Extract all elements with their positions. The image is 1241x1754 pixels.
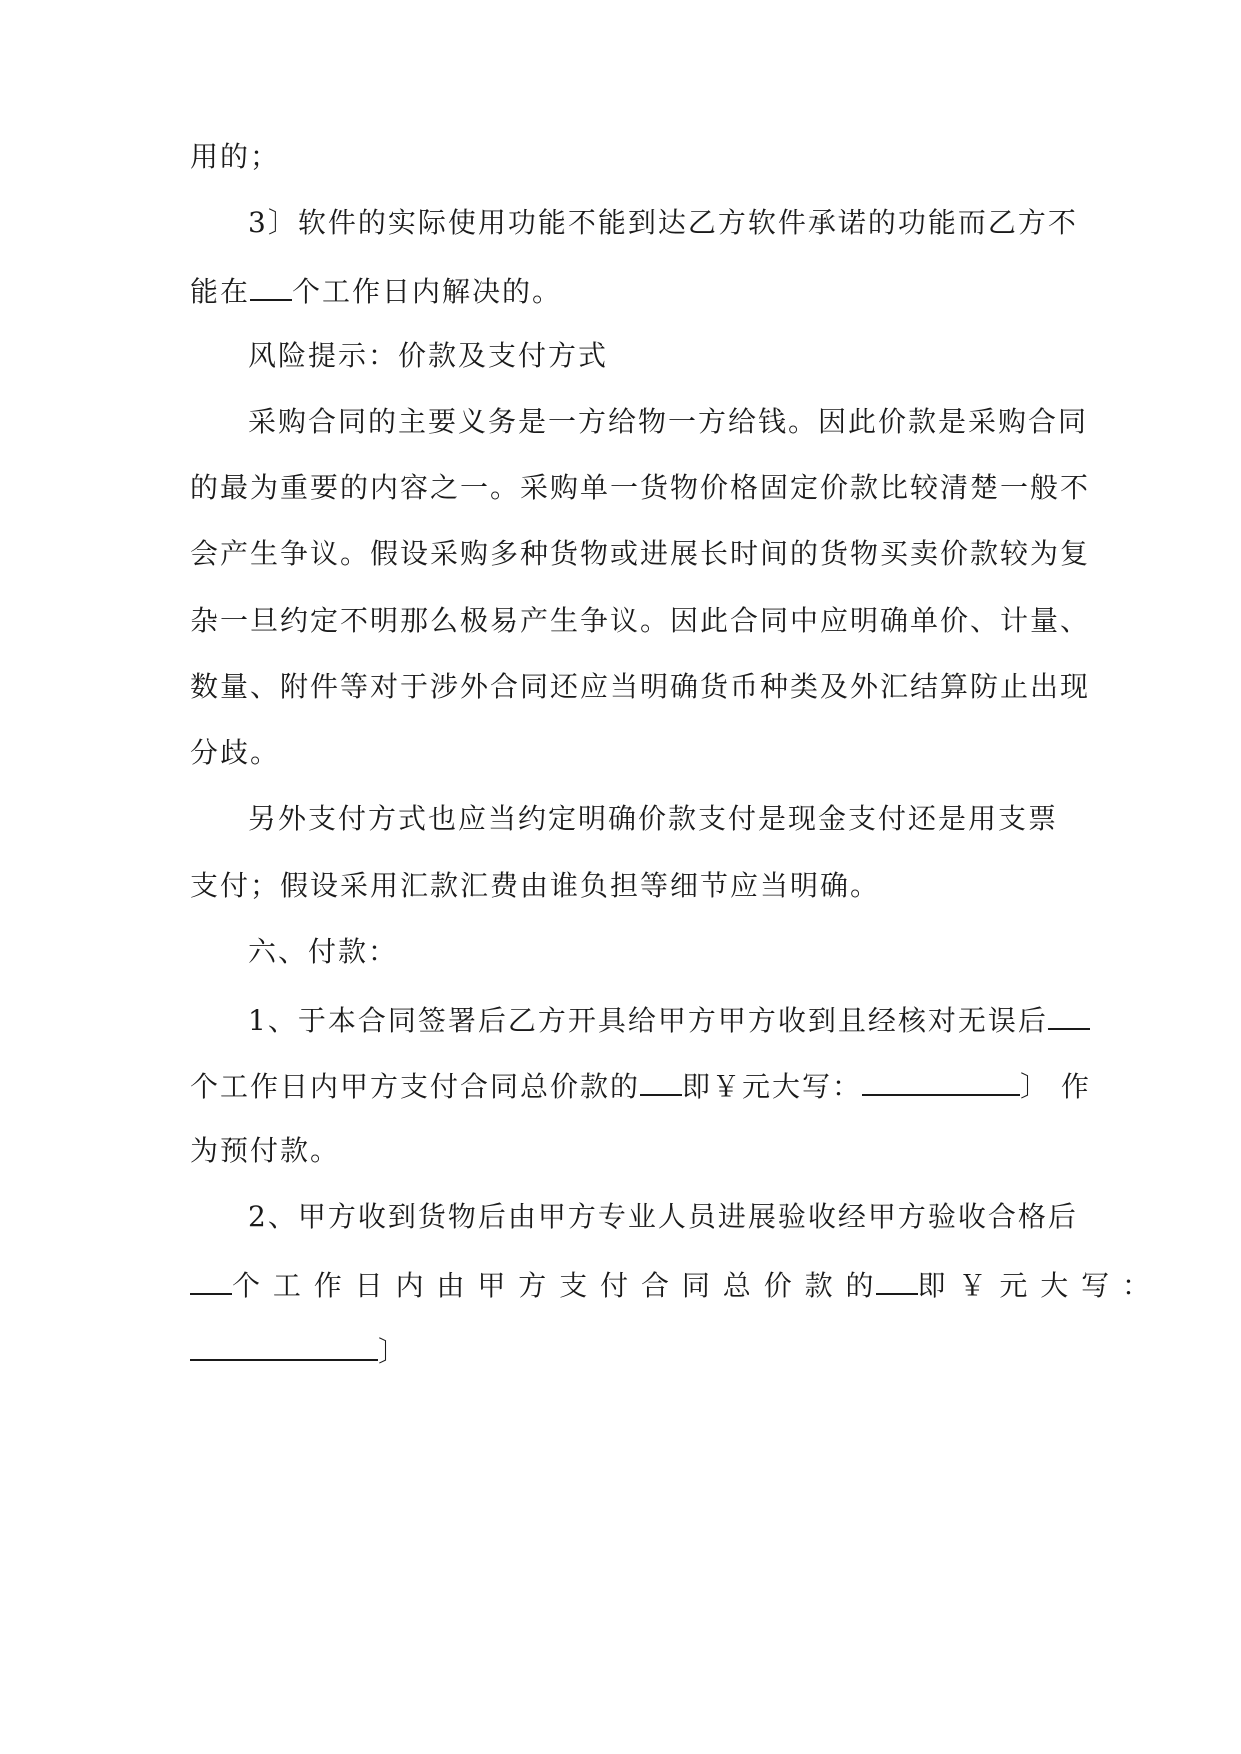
line-text: 风险提示：价款及支付方式 (248, 339, 609, 372)
text-line (190, 667, 1090, 707)
line-text: 3〕软件的实际使用功能不能到达乙方软件承诺的功能而乙方不 (248, 206, 1078, 239)
text-line (190, 601, 1090, 641)
text-line (248, 203, 1078, 243)
line-text: 采购合同的主要义务是一方给物一方给钱。因此价款是采购合同 (248, 405, 1089, 438)
line-text: 个工作日内解决的。 (292, 275, 563, 308)
text-line (248, 402, 1088, 442)
fill-blank (876, 1263, 918, 1295)
text-line (190, 1131, 340, 1171)
text-line (190, 1263, 1152, 1306)
line-text: 为预付款。 (190, 1134, 341, 1167)
text-line (190, 733, 280, 773)
line-text: 个工作日内甲方支付合同总价款的 (190, 1070, 641, 1103)
text-line (248, 998, 1090, 1041)
fill-blank (862, 1064, 1020, 1096)
section-heading (248, 932, 398, 972)
line-text: 的最为重要的内容之一。采购单一货物价格固定价款比较清楚一般不 (190, 471, 1091, 504)
fill-blank (190, 1329, 378, 1361)
line-text: 数量、附件等对于涉外合同还应当明确货币种类及外汇结算防止出现 (190, 670, 1091, 703)
text-line (248, 1197, 1078, 1237)
text-line (190, 534, 1090, 574)
line-text: 六、付款： (248, 935, 399, 968)
line-text: 支付；假设采用汇款汇费由谁负担等细节应当明确。 (190, 869, 881, 902)
line-text: 〕 (378, 1335, 409, 1368)
line-text: 会产生争议。假设采购多种货物或进展长时间的货物买卖价款较为复 (190, 537, 1091, 570)
line-text: 1、于本合同签署后乙方开具给甲方甲方收到且经核对无误后 (248, 1004, 1048, 1037)
line-text: 另外支付方式也应当约定明确价款支付是现金支付还是用支票 (248, 802, 1059, 835)
line-text: 杂一旦约定不明那么极易产生争议。因此合同中应明确单价、计量、 (190, 604, 1091, 637)
line-text: 用的； (190, 140, 281, 173)
fill-blank (1048, 998, 1090, 1030)
line-text: 2、甲方收到货物后由甲方专业人员进展验收经甲方验收合格后 (248, 1200, 1078, 1233)
fill-blank (190, 1263, 232, 1295)
text-line (190, 269, 562, 312)
text-line (248, 799, 1058, 839)
line-text: 能在 (190, 275, 251, 308)
text-line (190, 1329, 408, 1372)
fill-blank (640, 1064, 682, 1096)
fill-blank (250, 269, 292, 301)
line-text: 〕 作 (1020, 1070, 1091, 1103)
line-text: 个 工 作 日 内 由 甲 方 支 付 合 同 总 价 款 的 (232, 1269, 876, 1302)
text-line (190, 468, 1090, 508)
text-line (190, 866, 880, 906)
text-line (190, 1064, 1091, 1107)
line-text: 即 ￥ 元 大 写 ： (917, 1269, 1153, 1302)
text-line (248, 336, 608, 376)
text-line (190, 137, 280, 177)
line-text: 分歧。 (190, 736, 281, 769)
line-text: 即￥元大写： (682, 1070, 863, 1103)
